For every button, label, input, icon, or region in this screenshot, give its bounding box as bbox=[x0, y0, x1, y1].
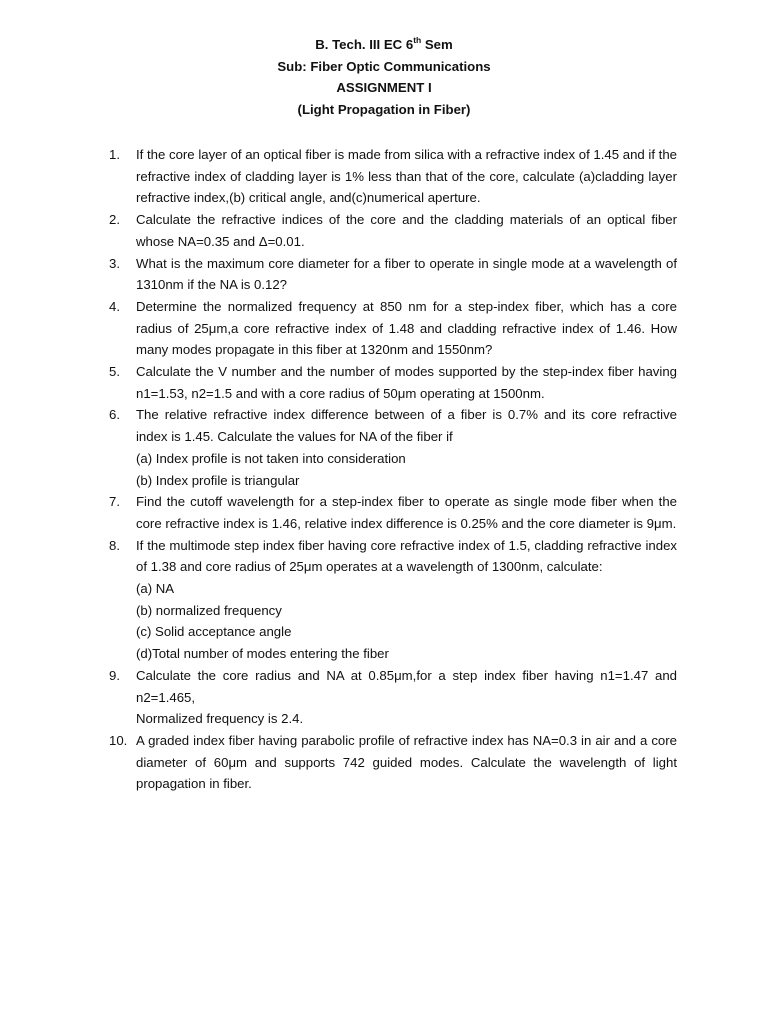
question-text: Calculate the core radius and NA at 0.85μm,for a step index fiber having n1=1.47 and n2=1.465, bbox=[136, 667, 677, 705]
question-number: 5. bbox=[109, 364, 120, 380]
question-number: 1. bbox=[109, 147, 120, 162]
question-number: 8. bbox=[109, 537, 120, 553]
question-subpart: (b) Index profile is triangular bbox=[136, 472, 300, 488]
course-suffix: Sem bbox=[421, 37, 453, 52]
question-item bbox=[109, 730, 677, 795]
question-subpart: (b) normalized frequency bbox=[136, 602, 282, 618]
question-item bbox=[109, 361, 677, 404]
assignment-title: ASSIGNMENT I bbox=[336, 80, 432, 95]
semester-superscript: th bbox=[413, 34, 422, 45]
subject-line: Sub: Fiber Optic Communications bbox=[277, 58, 491, 74]
question-text: Calculate the refractive indices of the core and the cladding materials of an optical fiber whose NA=0.35 and Δ=0.01. bbox=[136, 212, 677, 249]
question-number: 10. bbox=[109, 732, 128, 748]
question-subpart: (a) NA bbox=[136, 581, 175, 597]
question-text: The relative refractive index difference between of a fiber is 0.7% and its core refractive index is 1.45. Calculate the values for NA of the fiber if bbox=[136, 407, 677, 445]
course-line bbox=[0, 34, 768, 56]
question-list bbox=[109, 144, 677, 795]
question-text: Calculate the V number and the number of modes supported by the step-index fiber having n1=1.53, n2=1.5 and with a core radius of 50μm operating at 1500nm. bbox=[136, 364, 677, 401]
question-item bbox=[109, 209, 677, 252]
question-item bbox=[109, 404, 677, 491]
question-number: 9. bbox=[109, 667, 120, 683]
question-text: What is the maximum core diameter for a fiber to operate in single mode at a wavelength of 1310nm if the NA is 0.12? bbox=[136, 255, 677, 293]
question-item bbox=[109, 491, 677, 534]
question-item bbox=[109, 253, 677, 296]
question-item bbox=[109, 144, 677, 209]
question-number: 4. bbox=[109, 298, 120, 314]
question-subpart: (a) Index profile is not taken into consideration bbox=[136, 450, 406, 466]
assignment-topic: (Light Propagation in Fiber) bbox=[297, 101, 471, 117]
question-text: If the core layer of an optical fiber is made from silica with a refractive index of 1.45 and if the refractive index of cladding layer is 1% less than that of the core, calculate (a)cladding layer refractive index,(b) critical angle, and(c)numerical aperture. bbox=[136, 147, 677, 206]
course-prefix: B. Tech. III EC 6 bbox=[315, 37, 414, 52]
question-item bbox=[109, 535, 677, 665]
question-number: 3. bbox=[109, 255, 120, 271]
question-text: A graded index fiber having parabolic profile of refractive index has NA=0.3 in air and a core diameter of 60μm and supports 742 guided modes. Calculate the wavelength of light propagation in fiber. bbox=[136, 732, 677, 792]
question-text: Find the cutoff wavelength for a step-index fiber to operate as single mode fiber when the core refractive index is 1.46, relative index difference is 0.25% and the core diameter is 9μm. bbox=[136, 494, 677, 531]
question-number: 2. bbox=[109, 212, 120, 228]
question-subpart: (d)Total number of modes entering the fiber bbox=[136, 646, 389, 662]
question-number: 7. bbox=[109, 494, 120, 510]
question-text: If the multimode step index fiber having core refractive index of 1.5, cladding refractive index of 1.38 and core radius of 25μm operates at a wavelength of 1300nm, calculate: bbox=[136, 537, 677, 575]
question-text: Determine the normalized frequency at 850 nm for a step-index fiber, which has a core radius of 25μm,a core refractive index of 1.48 and cladding refractive index of 1.46. How many modes propagate in this fiber at 1320nm and 1550nm? bbox=[136, 298, 677, 358]
question-subpart: (c) Solid acceptance angle bbox=[136, 624, 292, 640]
question-item bbox=[109, 296, 677, 361]
question-note: Normalized frequency is 2.4. bbox=[136, 711, 304, 727]
document-header bbox=[0, 34, 768, 120]
question-number: 6. bbox=[109, 407, 120, 423]
question-item bbox=[109, 665, 677, 730]
